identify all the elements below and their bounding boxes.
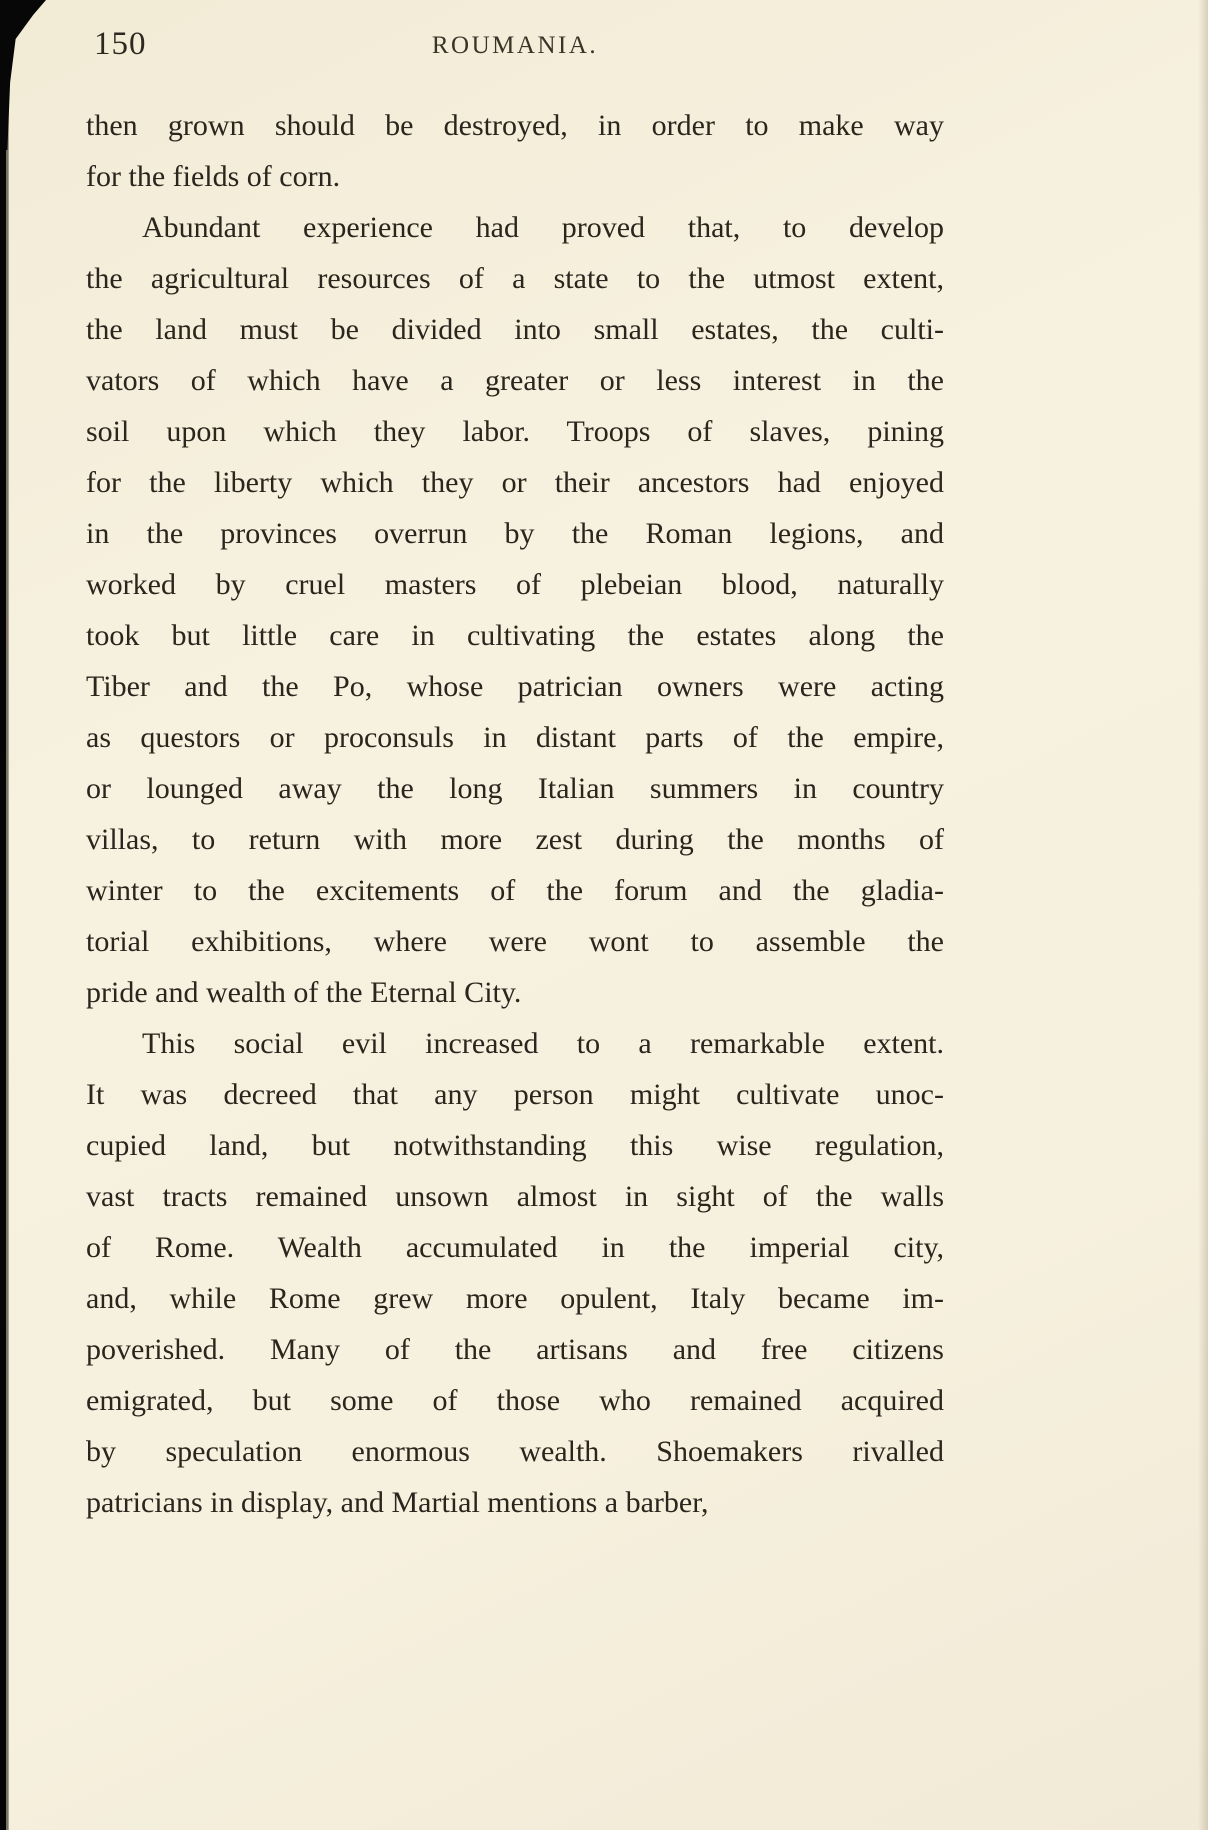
running-head-title: ROUMANIA. bbox=[431, 32, 599, 59]
paragraph bbox=[86, 1018, 944, 1528]
text-line: emigrated, but some of those who remained acquired bbox=[86, 1384, 944, 1417]
text-line: and, while Rome grew more opulent, Italy became im- bbox=[86, 1282, 944, 1315]
text-line: patricians in display, and Martial mentions a barber, bbox=[86, 1486, 709, 1519]
page-text bbox=[86, 100, 944, 1528]
text-line: in the provinces overrun by the Roman legions, and bbox=[86, 517, 944, 550]
text-line: cupied land, but notwithstanding this wise regulation, bbox=[86, 1129, 944, 1162]
scan-corner-artifact bbox=[0, 0, 46, 150]
text-line: or lounged away the long Italian summers in country bbox=[86, 772, 944, 805]
text-line: for the fields of corn. bbox=[86, 160, 341, 193]
text-line: torial exhibitions, where were wont to assemble the bbox=[86, 925, 944, 958]
page-header bbox=[86, 24, 944, 68]
page-number: 150 bbox=[94, 26, 147, 62]
text-line: This social evil increased to a remarkable extent. bbox=[142, 1027, 944, 1060]
text-line: winter to the excitements of the forum and the gladia- bbox=[86, 874, 944, 907]
text-line: Abundant experience had proved that, to develop bbox=[142, 211, 944, 244]
text-line: the land must be divided into small estates, the culti- bbox=[86, 313, 944, 346]
text-line: of Rome. Wealth accumulated in the imperial city, bbox=[86, 1231, 944, 1264]
scan-right-shadow bbox=[1198, 0, 1208, 1830]
text-line: Tiber and the Po, whose patrician owners were acting bbox=[86, 670, 944, 703]
text-line: then grown should be destroyed, in order to make way bbox=[86, 109, 944, 142]
paragraph bbox=[86, 100, 944, 202]
scan-left-edge bbox=[0, 0, 9, 1830]
paragraph bbox=[86, 202, 944, 1018]
text-line: vast tracts remained unsown almost in sight of the walls bbox=[86, 1180, 944, 1213]
text-line: took but little care in cultivating the estates along the bbox=[86, 619, 944, 652]
text-line: the agricultural resources of a state to the utmost extent, bbox=[86, 262, 944, 295]
text-line: for the liberty which they or their ancestors had enjoyed bbox=[86, 466, 944, 499]
text-line: as questors or proconsuls in distant parts of the empire, bbox=[86, 721, 944, 754]
text-line: vators of which have a greater or less interest in the bbox=[86, 364, 944, 397]
text-line: worked by cruel masters of plebeian blood, naturally bbox=[86, 568, 944, 601]
text-line: It was decreed that any person might cultivate unoc- bbox=[86, 1078, 944, 1111]
text-line: villas, to return with more zest during the months of bbox=[86, 823, 944, 856]
text-line: pride and wealth of the Eternal City. bbox=[86, 976, 522, 1009]
text-line: poverished. Many of the artisans and free citizens bbox=[86, 1333, 944, 1366]
text-line: by speculation enormous wealth. Shoemakers rivalled bbox=[86, 1435, 944, 1468]
text-line: soil upon which they labor. Troops of slaves, pining bbox=[86, 415, 944, 448]
